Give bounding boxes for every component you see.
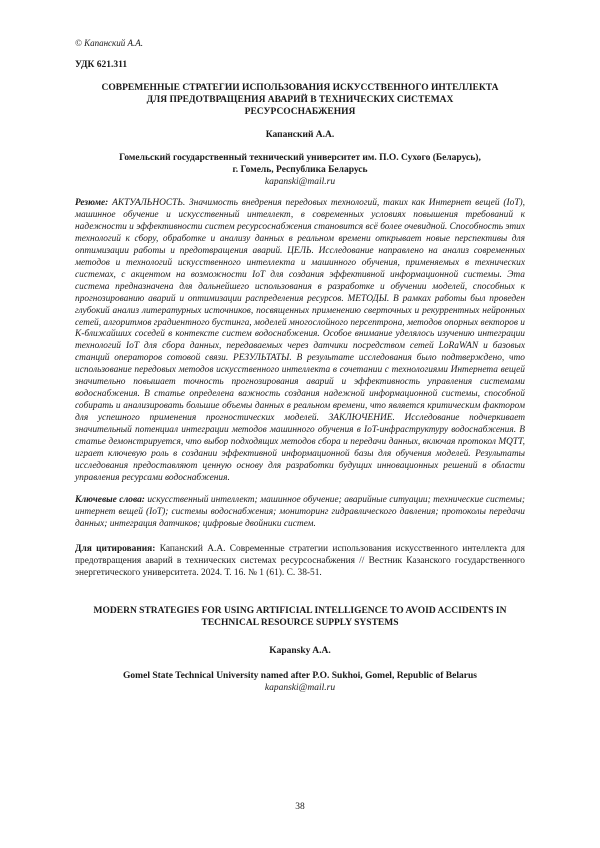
author-en: Kapansky A.A. [269,645,331,656]
article-title-ru: СОВРЕМЕННЫЕ СТРАТЕГИИ ИСПОЛЬЗОВАНИЯ ИСКУССТВЕННОГО ИНТЕЛЛЕКТА ДЛЯ ПРЕДОТВРАЩЕНИЯ АВАРИЙ В ТЕХНИЧЕСКИХ СИСТЕМАХ РЕСУРСОСНАБЖЕНИЯ [101,83,499,117]
author-ru: Капанский А.А. [265,130,335,140]
page-number: 38 [295,802,305,812]
citation-label: Для цитирования: [75,543,156,554]
author-email-en[interactable]: kapanski@mail.ru [264,682,336,693]
article-page [75,30,525,694]
citation-text: Капанский А.А. Современные стратегии использования искусственного интеллекта для предотвращения аварий в технических системах ресурсоснабжения // Вестник Казанского государственного энергетического университета. 2024. Т. 16. № 1 (61). С. 38-51. [75,543,525,578]
copyright-line: © Капанский А.А. [75,38,143,48]
keywords-ru [75,495,525,531]
author-email-ru[interactable]: kapanski@mail.ru [264,177,336,187]
affiliation-en: Gomel State Technical University named after P.O. Sukhoi, Gomel, Republic of Belarus [123,670,477,681]
keywords-text: искусственный интеллект; машинное обучение; аварийные ситуации; технические системы; интернет вещей (IoT); системы водоснабжения; мониторинг гидравлического давления; протоколы передачи данных; интеграция датчиков; цифровые двойники систем. [75,494,525,529]
abstract-ru [75,198,525,485]
affiliation-ru [75,152,525,176]
udc-code: УДК 621.311 [75,60,128,70]
abstract-text: АКТУАЛЬНОСТЬ. Значимость внедрения передовых технологий, таких как Интернет вещей (IoT), машинное обучение и искусственный интеллект, в современных условиях повышения требований к надежности и эффективности систем ресурсоснабжения становится всё более очевидной. Способность этих технологий к сбору, обработке и анализу данных в реальном времени открывает новые перспективы для оптимизации работы и предотвращения аварий. ЦЕЛЬ. Исследование направлено на анализ современных методов и технологий искусственного интеллекта и машинного обучения, применяемых в технических системах, с акцентом на возможности IoT для создания эффективной информационной системы. Эта система предназначена для дальнейшего использования в разработке и обучении моделей, способных к прогнозированию аварий и оптимизации распределения ресурсов. МЕТОДЫ. В рамках работы был проведен глубокий анализ литературных источников, посвященных применению сверточных и рекуррентных нейронных сетей, алгоритмов градиентного бустинга, моделей многослойного персептрона, методов опорных векторов и K-ближайших соседей в контексте систем водоснабжения. Особое внимание уделялось изучению интеграции технологий IoT для сбора данных, передаваемых через датчики посредством сетей LoRaWAN и базовых станций операторов сотовой связи. РЕЗУЛЬТАТЫ. В результате исследования было подтверждено, что использование передовых методов искусственного интеллекта в сочетании с технологиями Интернета вещей значительно повышает точность прогнозирования аварий и эффективность управления системами водоснабжения. В статье определена важность создания надежной информационной системы, способной собирать и анализировать большие объемы данных в реальном времени, что является критическим фактором для успешного применения прогностических моделей. ЗАКЛЮЧЕНИЕ. Исследование подчеркивает значительный потенциал интеграции методов машинного обучения в IoT-инфраструктуру водоснабжения. В статье демонстрируется, что выбор подходящих методов сбора и передачи данных, включая протокол MQTT, играет ключевую роль в создании эффективной информационной базы для обучения моделей. Результаты исследования предоставляют ценную основу для разработки будущих инновационных решений в области управления ресурсами водоснабжения. [75,198,525,483]
citation-block [75,544,525,580]
keywords-label: Ключевые слова: [75,494,145,505]
article-title-en: MODERN STRATEGIES FOR USING ARTIFICIAL INTELLIGENCE TO AVOID ACCIDENTS IN TECHNICAL RESOURCE SUPPLY SYSTEMS [93,605,507,628]
abstract-label: Резюме: [75,198,109,208]
affiliation-ru-line2: г. Гомель, Республика Беларусь [232,165,368,175]
affiliation-ru-line1: Гомельский государственный технический университет им. П.О. Сухого (Беларусь), [119,153,481,163]
